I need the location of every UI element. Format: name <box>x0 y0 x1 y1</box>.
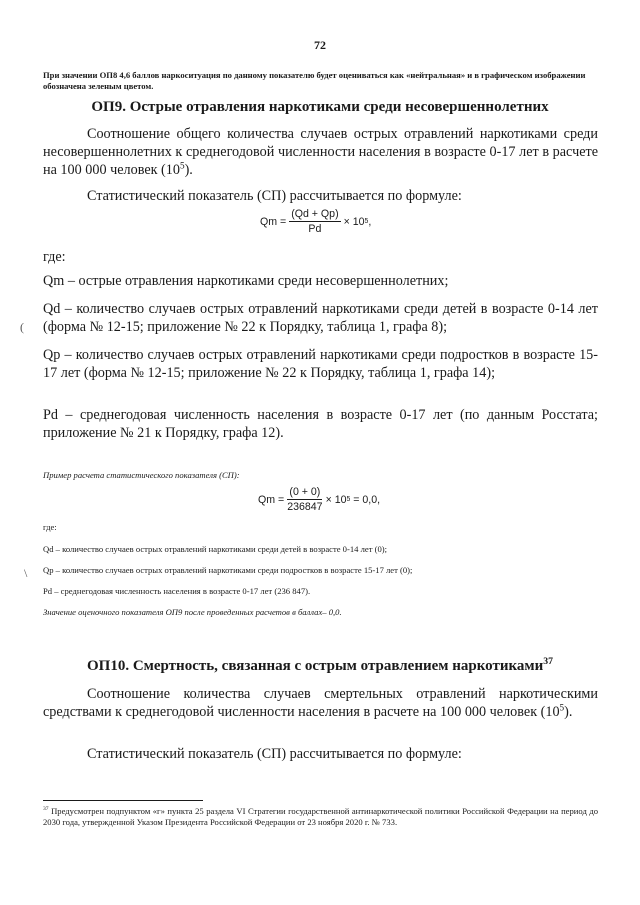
op10-intro: Соотношение количества случаев смертельных отравлений наркотическими средствами к среднегодовой численности населения в расчете на 100 000 человек $(10^5)$. <box>43 686 598 720</box>
margin-mark-2: \ <box>24 566 28 580</box>
example-pd: Pd – среднегодовая численность населения в возрасте 0-17 лет (236 847). <box>43 586 311 596</box>
op9-formula-intro: Статистический показатель (СП) рассчитывается по формуле: <box>87 188 462 204</box>
op9-where: где: <box>43 249 66 265</box>
op9-def-qd: Qd – количество случаев острых отравлений наркотиками среди детей в возрасте 0-14 лет (форма № 12-15; приложение № 22 к Порядку, таблица 1, графа 8); <box>43 301 598 335</box>
example-qd: Qd – количество случаев острых отравлений наркотиками среди детей в возрасте 0-14 лет (0); <box>43 544 388 554</box>
example-formula: Qm = $\frac{(0 + 0)}{236847}$ × 10 5 = 0,0, <box>258 486 381 513</box>
op9-def-qp: Qp – количество случаев острых отравлений наркотиками среди подростков в возрасте 15-17 лет (форма № 12-15; приложение № 22 к Порядку, таблица 1, графа 14); <box>43 347 598 381</box>
op8-note: При значении ОП8 4,6 баллов наркоситуация по данному показателю будет оцениваться как «нейтральная» и в графическом изображении обозначена зеленым цветом. <box>43 70 586 91</box>
op9-value-note: Значение оценочного показателя ОП9 после проведенных расчетов в баллах– 0,0. <box>43 607 342 617</box>
op10-formula-intro: Статистический показатель (СП) рассчитывается по формуле: <box>87 746 462 762</box>
footnote-rule <box>43 800 203 801</box>
margin-mark-1: ( <box>20 320 24 334</box>
footnote-37: $^{37}$ Предусмотрен подпунктом «г» пункта 25 раздела VI Стратегии государственной антинаркотической политики Российской Федерации на период до 2030 года, утвержденной Указом Президента Российской Федерации от 23 ноября 2020 г. № 733. <box>43 806 598 827</box>
example-qp: Qp – количество случаев острых отравлений наркотиками среди подростков в возрасте 15-17 лет (0); <box>43 565 413 575</box>
example-where: где: <box>43 522 57 532</box>
op9-def-qm: Qm – острые отравления наркотиками среди несовершеннолетних; <box>43 273 449 289</box>
op9-def-pd: Pd – среднегодовая численность населения в возрасте 0-17 лет (по данным Росстата; приложение № 21 к Порядку, графа 12). <box>43 407 598 441</box>
page-number: 72 <box>314 38 326 52</box>
op9-heading: ОП9. Острые отравления наркотиками среди несовершеннолетних <box>91 99 549 115</box>
op9-formula: Qm = $\frac{(Qd + Qp)}{Pd}$ × 10 5 , <box>260 208 372 235</box>
op9-intro: Соотношение общего количества случаев острых отравлений наркотиками среди несовершеннолетних к среднегодовой численности населения в возрасте 0-17 лет в расчете на 100 000 человек $(10^5)$. <box>43 126 598 178</box>
op10-heading: ОП10. Смертность, связанная с острым отравлением наркотиками$^{37}$ <box>87 656 553 674</box>
example-title: Пример расчета статистического показателя (СП): <box>43 470 240 480</box>
